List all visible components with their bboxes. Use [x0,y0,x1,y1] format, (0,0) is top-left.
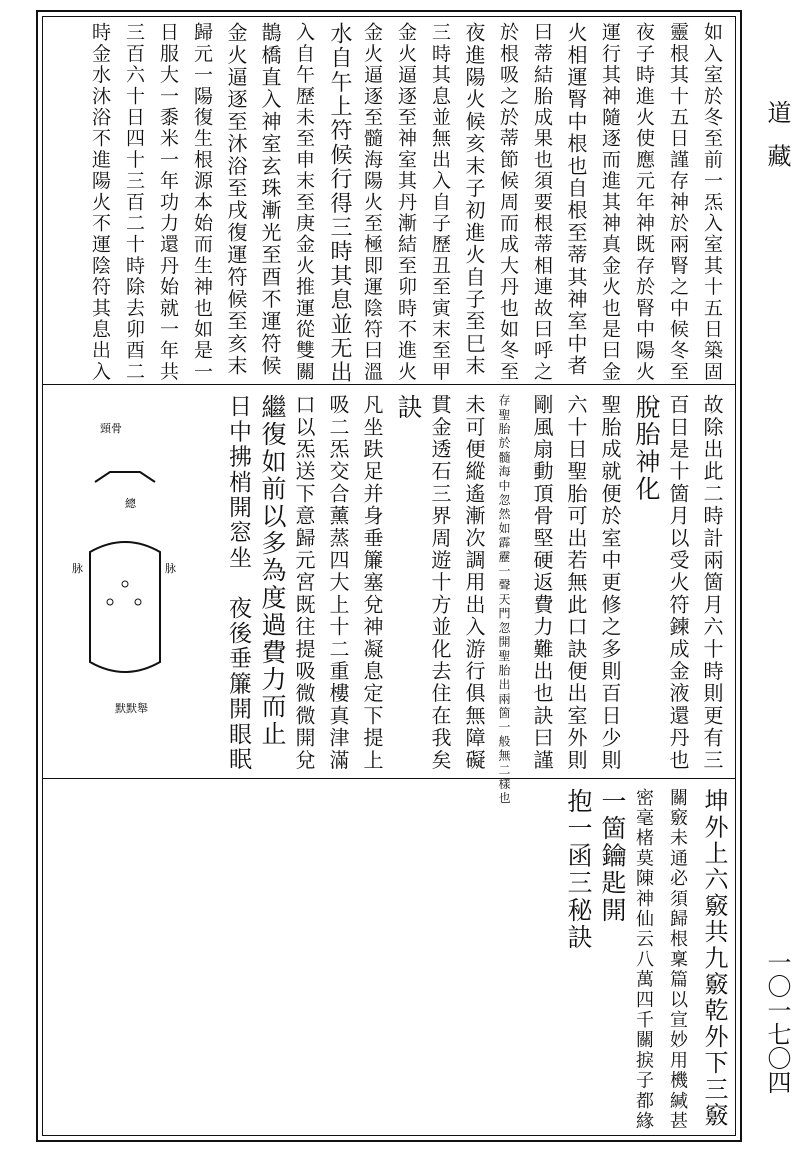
text-column: 三百六十日四十三百二十時除去卯酉二 [123,22,145,383]
text-column: 歸元一陽復生根源本始而生神也如是一 [191,22,213,383]
diagram-label-mai-left: 脉 [72,562,83,575]
text-column: 鵲橋直入神室玄珠漸光至酉不運符候 [258,22,282,378]
text-column: 水自午上符候行得三時其息並无出 [327,22,352,385]
text-column: 日中拂梢開窓坐 夜後垂簾開眼眠 [225,394,251,772]
text-column: 口以炁送下意歸元宮既往提吸微微開兌 [292,394,316,772]
diagram-point [107,599,113,605]
text-column: 日服大一黍米一年功力還丹始就一年共 [157,22,179,383]
text-column: 夜子時進火使應元年神既存於腎中陽火 [633,22,655,383]
text-column: 訣 [394,394,423,422]
diagram-label-mai-right: 脉 [165,562,176,575]
text-column: 未可便縱遙漸次調用出入游行俱無障礙 [462,394,486,772]
diagram-head-line [95,472,155,482]
text-column: 三時其息並無出入自子歷丑至寅末至甲 [429,22,451,383]
text-column: 百日是十箇月以受火符鍊成金液還丹也 [666,394,690,772]
text-column: 坤外上六竅共九竅乾外下三竅 [700,788,728,1129]
diagram-label-zong: 總 [125,497,136,510]
text-column: 貫金透石三界周遊十方並化去住在我矣 [428,394,452,772]
diagram-torso [90,542,160,672]
text-column: 金火逼逐至沐浴至戌復運符候至亥末 [224,22,248,378]
body-diagram [60,412,190,742]
text-column: 凡坐趺足并身垂簾塞兌神凝息定下提上 [360,394,384,772]
text-column: 密毫楮莫陳神仙云八萬四千關捩子都緣 [633,788,654,1132]
text-column: 火相運腎中根也自根至蒂其神室中者 [564,22,588,378]
text-column: 剛風扇動頂骨堅硬返費力難出也訣曰謹 [530,394,554,772]
text-column: 脫胎神化 [632,394,661,503]
section-divider-2 [42,778,736,779]
section-divider-1 [42,384,736,385]
text-column: 時金水沐浴不進陽火不運陰符其息出入 [89,22,111,383]
diagram-label-momo: 默默舉 [115,702,148,715]
diagram-point [135,599,141,605]
text-column: 如入室於冬至前一炁入室其十五日築固 [701,22,723,383]
text-column: 繼復如前以多為度過費力而止 [258,394,287,748]
page-number: 一〇一七〇四 [763,950,791,1094]
text-column: 六十日聖胎可出若無此口訣便出室外則 [564,394,588,772]
text-column: 曰蒂結胎成果也須要根蒂相連故曰呼之 [531,22,553,383]
text-column: 靈根其十五日謹存神於兩腎之中候冬至 [667,22,689,383]
text-column: 存聖胎於髓海中忽然如霹靂一聲天門忽開聖胎出兩箇一般無二樣也 [497,394,511,806]
text-column: 一箇鑰匙開 [598,788,627,924]
side-title: 道 藏 [763,100,791,174]
text-column: 夜進陽火候亥末子初進火自子至巳末 [462,22,486,378]
text-column: 抱一函三秘訣 [564,788,593,952]
text-column: 關竅未通必須歸根稟篇以宣妙用機緘甚 [667,788,688,1132]
text-column: 於根吸之於蒂節候周而成大丹也如冬至 [497,22,519,383]
text-column: 金火逼逐至神室其丹漸結至卯時不進火 [395,22,417,383]
text-column: 聖胎成就便於室中更修之多則百日少則 [598,394,622,772]
text-column: 運行其神隨逐而進其神真金火也是曰金 [599,22,621,383]
text-column: 入自午歷未至申末至庚金火推運從雙關 [293,22,315,383]
diagram-point [122,581,128,587]
text-column: 吸二炁交合薰蒸四大上十二重樓真津滿 [326,394,350,772]
text-column: 故除出此二時計兩箇月六十時則更有三 [700,394,724,772]
text-column: 金火逼逐至髓海陽火至極即運陰符曰溫 [361,22,383,383]
diagram-label-neck: 頸骨 [100,422,122,435]
